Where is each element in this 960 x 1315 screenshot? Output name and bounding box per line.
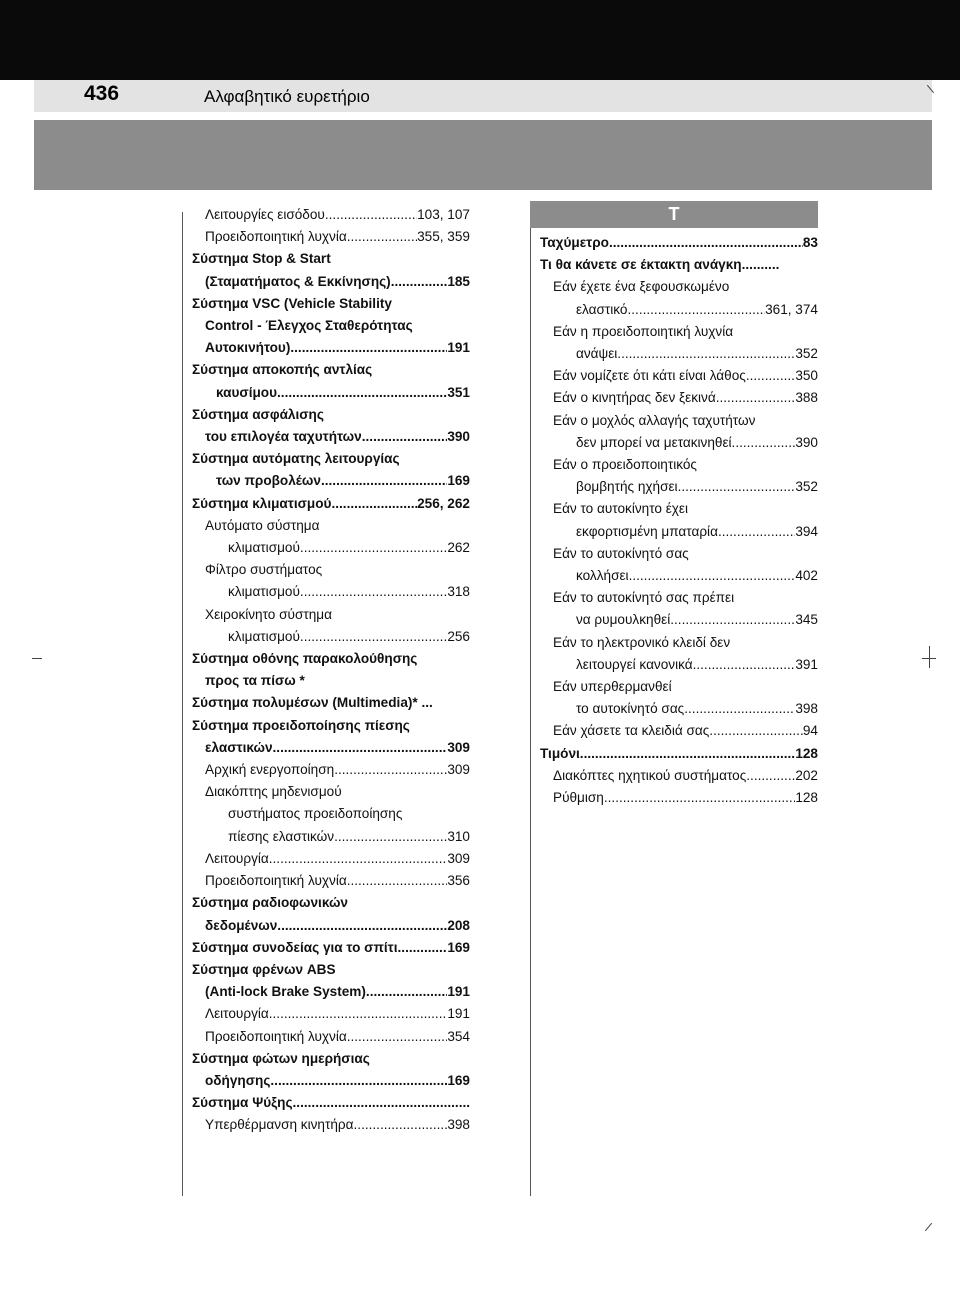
index-entry: [540, 410, 818, 432]
entry-term: Σύστημα φρένων ABS: [192, 961, 336, 977]
entry-leader-dots: [609, 232, 803, 254]
entry-term: Υπερθέρμανση κινητήρα: [205, 1117, 354, 1133]
index-entry: [192, 892, 470, 914]
entry-leader-dots: [277, 915, 447, 937]
entry-term: Εάν έχετε ένα ξεφουσκωμένο: [553, 279, 730, 295]
entry-term: βομβητής ηχήσει: [576, 479, 678, 495]
entry-page-ref: 354: [447, 1028, 470, 1044]
entry-page-ref: 361, 374: [765, 301, 818, 317]
index-entry: [192, 670, 470, 692]
entry-leader-dots: [580, 743, 796, 765]
entry-page-ref: 350: [795, 368, 818, 384]
entry-page-ref: 191: [447, 340, 470, 356]
entry-term: Εάν η προειδοποιητική λυχνία: [553, 323, 734, 339]
entry-term: ελαστικό: [576, 301, 628, 317]
index-entry: [540, 543, 818, 565]
entry-leader-dots: [321, 470, 447, 492]
entry-page-ref: 402: [795, 568, 818, 584]
entry-term: Λειτουργία: [205, 850, 269, 866]
index-entry: [540, 587, 818, 609]
index-entry: [192, 248, 470, 270]
entry-leader-dots: [391, 271, 448, 293]
entry-leader-dots: [347, 870, 448, 892]
entry-page-ref: 169: [447, 939, 470, 955]
entry-term: συστήματος προειδοποίησης: [228, 806, 403, 822]
index-entry: [192, 448, 470, 470]
entry-leader-dots: [293, 1092, 470, 1114]
entry-leader-dots: [300, 537, 447, 559]
entry-leader-dots: [398, 937, 448, 959]
entry-term: Τι θα κάνετε σε έκτακτη ανάγκη..........: [540, 257, 780, 273]
entry-page-ref: 103, 107: [417, 207, 470, 222]
index-entry: [540, 632, 818, 654]
entry-term: Διακόπτες ηχητικού συστήματος.: [553, 767, 751, 783]
entry-leader-dots: [354, 1114, 448, 1136]
entry-leader-dots: [709, 720, 803, 742]
entry-leader-dots: [716, 387, 796, 409]
index-entry: [192, 1003, 470, 1025]
entry-page-ref: 169: [447, 1072, 470, 1088]
entry-page-ref: 391: [795, 656, 818, 672]
entry-page-ref: 356: [447, 873, 470, 889]
entry-term: (Σταματήματος & Εκκίνησης): [205, 273, 391, 289]
index-entry: [192, 803, 470, 825]
entry-term: κλιματισμού: [228, 628, 300, 644]
entry-term: Σύστημα συνοδείας για το σπίτι: [192, 939, 398, 955]
entry-term: κλιματισμού: [228, 584, 300, 600]
entry-page-ref: 310: [447, 828, 470, 844]
entry-term: καυσίμου: [216, 384, 278, 400]
entry-term: Σύστημα VSC (Vehicle Stability: [192, 295, 392, 311]
entry-page-ref: 191: [447, 984, 470, 1000]
entry-leader-dots: [366, 981, 447, 1003]
entry-term: λειτουργεί κανονικά: [576, 656, 693, 672]
entry-page-ref: 309: [447, 762, 470, 778]
crop-mark-left: [32, 658, 42, 659]
entry-term: των προβολέων: [216, 473, 321, 489]
entry-term: Λειτουργία: [205, 1006, 269, 1022]
entry-page-ref: 256, 262: [417, 495, 470, 511]
index-entry: [540, 521, 818, 543]
entry-term: Ταχύμετρο: [540, 235, 609, 250]
index-entry: [192, 648, 470, 670]
entry-leader-dots: [300, 581, 447, 603]
index-entry: [540, 276, 818, 298]
index-entry: [192, 604, 470, 626]
entry-term: Εάν νομίζετε ότι κάτι είναι λάθος: [553, 368, 746, 384]
index-entry: [192, 382, 470, 404]
index-entry: [192, 959, 470, 981]
entry-term: (Anti-lock Brake System): [205, 984, 366, 1000]
index-entry: [540, 432, 818, 454]
entry-term: Σύστημα κλιματισμού: [192, 495, 332, 511]
entry-term: Εάν ο προειδοποιητικός: [553, 457, 697, 473]
entry-term: οδήγησης: [205, 1072, 271, 1088]
entry-page-ref: 398: [447, 1117, 470, 1133]
entry-term: πίεσης ελαστικών: [228, 828, 335, 844]
index-entry: [540, 698, 818, 720]
index-entry: [192, 1092, 470, 1114]
entry-term: Χειροκίνητο σύστημα: [205, 606, 332, 622]
page-title: Αλφαβητικό ευρετήριο: [204, 87, 370, 106]
entry-page-ref: 309: [447, 850, 470, 866]
entry-page-ref: 208: [447, 917, 470, 933]
index-entry: [192, 915, 470, 937]
entry-leader-dots: [684, 698, 795, 720]
entry-term: Control - Έλεγχος Σταθερότητας: [205, 318, 413, 334]
entry-leader-dots: [290, 337, 447, 359]
entry-term: εκφορτισμένη μπαταρία: [576, 523, 718, 539]
entry-term: Προειδοποιητική λυχνία: [205, 873, 347, 889]
entry-page-ref: 191: [447, 1006, 470, 1022]
entry-leader-dots: [629, 565, 796, 587]
entry-page-ref: 309: [447, 739, 470, 755]
entry-page-ref: 256: [447, 628, 470, 644]
entry-term: Διακόπτης μηδενισμού: [205, 784, 342, 800]
index-entry: [192, 537, 470, 559]
index-entry: [192, 337, 470, 359]
index-entry: [540, 365, 818, 387]
entry-term: Προειδοποιητική λυχνία: [205, 1028, 347, 1044]
index-entry: [192, 559, 470, 581]
index-entry: [192, 1070, 470, 1092]
index-entry: [192, 981, 470, 1003]
entry-term: Σύστημα Ψύξης: [192, 1095, 293, 1111]
index-entry: [192, 692, 470, 714]
crop-mark-bottom-right: [925, 1223, 932, 1231]
entry-term: να ρυμουλκηθεί: [576, 612, 671, 628]
entry-leader-dots: [617, 343, 795, 365]
entry-page-ref: 202: [795, 767, 818, 783]
entry-leader-dots: [347, 226, 417, 248]
index-column-right: [540, 232, 818, 809]
index-entry: [192, 515, 470, 537]
index-entry: [192, 1048, 470, 1070]
entry-term: Εάν το ηλεκτρονικό κλειδί δεν: [553, 634, 731, 650]
entry-term: Φίλτρο συστήματος: [205, 562, 323, 578]
entry-leader-dots: [750, 765, 795, 787]
index-entry: [192, 781, 470, 803]
entry-page-ref: 262: [447, 540, 470, 556]
index-entry: [192, 204, 470, 226]
entry-term: Σύστημα πολυμέσων (Multimedia)* ...: [192, 695, 433, 711]
index-entry: [192, 470, 470, 492]
entry-leader-dots: [718, 521, 795, 543]
entry-page-ref: 345: [795, 612, 818, 628]
index-entry: [192, 848, 470, 870]
crop-mark-right-v: [929, 646, 930, 668]
entry-page-ref: 394: [795, 523, 818, 539]
left-column-rule: [182, 212, 183, 1196]
index-entry: [540, 565, 818, 587]
entry-page-ref: 352: [795, 479, 818, 495]
entry-leader-dots: [300, 626, 447, 648]
index-entry: [540, 676, 818, 698]
index-entry: [540, 476, 818, 498]
entry-term: Εάν το αυτοκίνητό σας: [553, 545, 689, 561]
entry-term: Τιμόνι: [540, 745, 580, 761]
top-black-band: [0, 0, 960, 80]
index-entry: [540, 720, 818, 742]
entry-page-ref: 318: [447, 584, 470, 600]
entry-term: Λειτουργίες εισόδου: [205, 207, 325, 222]
index-entry: [540, 454, 818, 476]
index-entry: [540, 321, 818, 343]
index-entry: [192, 826, 470, 848]
entry-page-ref: 128: [795, 790, 818, 806]
entry-page-ref: 83: [802, 235, 818, 250]
entry-term: Σύστημα οθόνης παρακολούθησης: [192, 651, 418, 667]
index-entry: [192, 759, 470, 781]
entry-leader-dots: [746, 365, 795, 387]
header-gray-band: [34, 120, 932, 190]
index-entry: [192, 493, 470, 515]
entry-leader-dots: [732, 432, 796, 454]
entry-term: Αυτοκινήτου): [205, 340, 291, 356]
index-entry: [192, 404, 470, 426]
entry-term: Σύστημα αποκοπής αντλίας: [192, 362, 373, 378]
entry-page-ref: 355, 359: [417, 229, 470, 245]
entry-page-ref: 169: [447, 473, 470, 489]
index-column-left: [192, 204, 470, 1137]
entry-term: Ρύθμιση: [553, 790, 604, 806]
header-strip: [34, 80, 932, 112]
index-entry: [540, 254, 818, 276]
index-entry: [192, 1026, 470, 1048]
index-entry: [192, 226, 470, 248]
index-entry: [192, 271, 470, 293]
index-entry: [192, 1114, 470, 1136]
entry-term: το αυτοκίνητό σας: [576, 701, 685, 717]
entry-leader-dots: [270, 1070, 447, 1092]
index-entry: [192, 293, 470, 315]
entry-page-ref: 398: [795, 701, 818, 717]
entry-leader-dots: [362, 426, 448, 448]
entry-term: Εάν υπερθερμανθεί: [553, 679, 672, 695]
index-entry: [192, 359, 470, 381]
index-entry: [540, 232, 818, 254]
entry-term: Σύστημα προειδοποίησης πίεσης: [192, 717, 410, 733]
entry-term: Εάν χάσετε τα κλειδιά σας: [553, 723, 710, 739]
entry-leader-dots: [678, 476, 796, 498]
index-entry: [540, 609, 818, 631]
entry-term: Αρχική ενεργοποίηση: [205, 762, 335, 778]
entry-page-ref: 351: [447, 384, 470, 400]
index-entry: [192, 315, 470, 337]
index-entry: [540, 498, 818, 520]
entry-term: Εάν το αυτοκίνητο έχει: [553, 501, 689, 517]
entry-term: Εάν ο μοχλός αλλαγής ταχυτήτων: [553, 412, 756, 428]
entry-page-ref: 185: [447, 273, 470, 289]
index-entry: [192, 870, 470, 892]
entry-leader-dots: [693, 654, 796, 676]
entry-term: Σύστημα ασφάλισης: [192, 406, 324, 422]
entry-page-ref: 390: [447, 429, 470, 445]
entry-page-ref: 352: [795, 346, 818, 362]
index-entry: [192, 626, 470, 648]
entry-page-ref: 128: [795, 745, 818, 761]
entry-term: Προειδοποιητική λυχνία: [205, 229, 347, 245]
index-entry: [540, 787, 818, 809]
entry-leader-dots: [269, 1003, 448, 1025]
entry-term: κλιματισμού: [228, 540, 300, 556]
entry-leader-dots: [627, 299, 765, 321]
entry-term: του επιλογέα ταχυτήτων: [205, 429, 362, 445]
section-letter-bar: Τ: [530, 201, 818, 228]
entry-leader-dots: [347, 1026, 448, 1048]
index-entry: [192, 426, 470, 448]
index-entry: [540, 299, 818, 321]
entry-term: Σύστημα Stop & Start: [192, 251, 331, 267]
entry-term: Αυτόματο σύστημα: [205, 517, 320, 533]
entry-leader-dots: [604, 787, 795, 809]
index-entry: [540, 765, 818, 787]
entry-term: Εάν το αυτοκίνητό σας πρέπει: [553, 590, 735, 606]
entry-term: Εάν ο κινητήρας δεν ξεκινά: [553, 390, 716, 406]
entry-term: ελαστικών: [205, 739, 273, 755]
entry-leader-dots: [331, 493, 417, 515]
index-entry: [540, 343, 818, 365]
index-entry: [192, 715, 470, 737]
entry-leader-dots: [273, 737, 448, 759]
entry-page-ref: 388: [795, 390, 818, 406]
entry-term: προς τα πίσω *: [205, 673, 305, 689]
entry-term: δεδομένων: [205, 917, 278, 933]
entry-term: δεν μπορεί να μετακινηθεί: [576, 434, 732, 450]
entry-leader-dots: [277, 382, 447, 404]
entry-term: κολλήσει: [576, 568, 629, 584]
entry-leader-dots: [325, 204, 417, 226]
entry-term: Σύστημα φώτων ημερήσιας: [192, 1050, 370, 1066]
entry-leader-dots: [670, 609, 795, 631]
entry-leader-dots: [334, 759, 447, 781]
index-entry: [540, 654, 818, 676]
entry-term: Σύστημα ραδιοφωνικών: [192, 895, 348, 911]
page-number: 436: [84, 82, 120, 105]
entry-page-ref: 94: [802, 723, 818, 739]
index-entry: [540, 387, 818, 409]
entry-page-ref: 390: [795, 434, 818, 450]
entry-leader-dots: [269, 848, 448, 870]
index-entry: [192, 937, 470, 959]
right-column-rule: [530, 228, 531, 1196]
index-entry: [192, 737, 470, 759]
entry-term: Σύστημα αυτόματης λειτουργίας: [192, 451, 400, 467]
entry-term: ανάψει: [576, 346, 618, 362]
entry-leader-dots: [334, 826, 447, 848]
index-entry: [192, 581, 470, 603]
index-entry: [540, 743, 818, 765]
